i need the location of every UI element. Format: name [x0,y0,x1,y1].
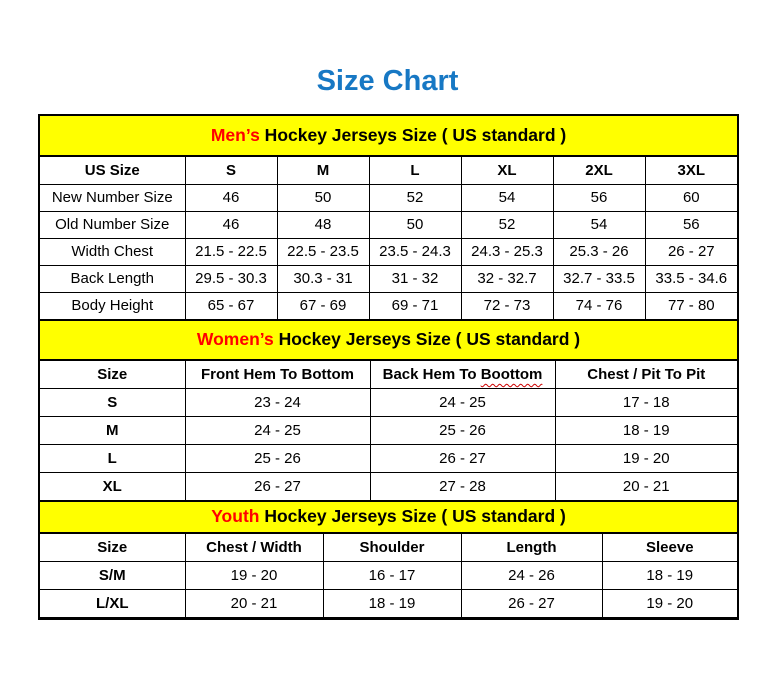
size-value: 52 [369,184,461,211]
size-value: 56 [645,211,738,238]
size-value: 60 [645,184,738,211]
size-value: 19 - 20 [185,561,323,589]
men-section-header [39,115,738,156]
size-value: 50 [369,211,461,238]
size-value: 72 - 73 [461,292,553,320]
size-value: 26 - 27 [645,238,738,265]
youth-section-title-rest: Hockey Jerseys Size ( US standard ) [259,506,566,527]
women-column-header: Chest / Pit To Pit [555,360,738,389]
size-value: 31 - 32 [369,265,461,292]
size-value: 32 - 32.7 [461,265,553,292]
youth-section-title-prefix: Youth [211,506,260,527]
men-table-row [39,292,738,320]
size-value: 33.5 - 34.6 [645,265,738,292]
size-value: 67 - 69 [277,292,369,320]
size-value: 18 - 19 [555,416,738,444]
women-table-row [39,444,738,472]
men-column-header: L [369,156,461,185]
size-value: 26 - 27 [185,472,370,501]
size-value: 18 - 19 [602,561,738,589]
men-column-header: US Size [39,156,185,185]
row-label: New Number Size [39,184,185,211]
women-table-row [39,472,738,501]
size-value: 46 [185,211,277,238]
size-value: 25.3 - 26 [553,238,645,265]
size-value: 50 [277,184,369,211]
size-value: 19 - 20 [602,589,738,618]
size-value: 65 - 67 [185,292,277,320]
size-value: 32.7 - 33.5 [553,265,645,292]
row-label: Body Height [39,292,185,320]
women-section-title-prefix: Women’s [196,329,274,350]
women-table-row [39,388,738,416]
row-label: M [39,416,185,444]
size-value: 77 - 80 [645,292,738,320]
size-value: 54 [461,184,553,211]
women-section-title-rest: Hockey Jerseys Size ( US standard ) [273,329,581,350]
size-value: 16 - 17 [323,561,461,589]
youth-column-header: Size [39,533,185,562]
women-column-header: Size [39,360,185,389]
row-label: Width Chest [39,238,185,265]
row-label: L [39,444,185,472]
size-value: 21.5 - 22.5 [185,238,277,265]
men-column-header: XL [461,156,553,185]
men-table-row [39,184,738,211]
size-value: 22.5 - 23.5 [277,238,369,265]
size-value: 69 - 71 [369,292,461,320]
men-section-header-row [39,115,738,156]
men-column-header: M [277,156,369,185]
size-value: 17 - 18 [555,388,738,416]
size-value: 26 - 27 [370,444,555,472]
row-label: S/M [39,561,185,589]
size-chart-sheet [38,0,737,620]
size-value: 27 - 28 [370,472,555,501]
women-section-header [39,320,738,360]
men-column-header-row [39,156,738,185]
youth-column-header: Chest / Width [185,533,323,562]
size-value: 29.5 - 30.3 [185,265,277,292]
youth-column-header: Sleeve [602,533,738,562]
women-table-row [39,416,738,444]
women-column-header-row [39,360,738,389]
men-section-title-prefix: Men’s [210,124,260,145]
youth-column-header: Shoulder [323,533,461,562]
size-value: 23.5 - 24.3 [369,238,461,265]
size-value: 74 - 76 [553,292,645,320]
youth-column-header-row [39,533,738,562]
youth-size-table [38,500,739,620]
size-value: 20 - 21 [185,589,323,618]
women-column-header-text: Back Hem To [382,365,481,383]
men-table-row [39,238,738,265]
youth-table-row [39,561,738,589]
size-value: 54 [553,211,645,238]
size-value: 25 - 26 [370,416,555,444]
size-value: 24 - 26 [461,561,602,589]
youth-column-header: Length [461,533,602,562]
youth-table-row [39,589,738,618]
women-section-header-row [39,320,738,360]
women-column-header [370,360,555,389]
size-value: 30.3 - 31 [277,265,369,292]
size-value: 24.3 - 25.3 [461,238,553,265]
row-label: XL [39,472,185,501]
size-value: 56 [553,184,645,211]
women-size-table [38,319,739,502]
size-value: 52 [461,211,553,238]
row-label: L/XL [39,589,185,618]
size-value: 46 [185,184,277,211]
row-label: S [39,388,185,416]
size-value: 25 - 26 [185,444,370,472]
women-column-header: Front Hem To Bottom [185,360,370,389]
men-table-row [39,211,738,238]
row-label: Old Number Size [39,211,185,238]
youth-section-header [39,501,738,533]
men-size-table [38,114,739,321]
size-value: 26 - 27 [461,589,602,618]
size-value: 18 - 19 [323,589,461,618]
size-value: 19 - 20 [555,444,738,472]
size-value: 24 - 25 [185,416,370,444]
size-value: 48 [277,211,369,238]
page-title: Size Chart [316,65,459,97]
women-column-header-misspelled-word: Boottom [480,365,543,383]
size-value: 23 - 24 [185,388,370,416]
men-column-header: S [185,156,277,185]
size-value: 20 - 21 [555,472,738,501]
men-column-header: 2XL [553,156,645,185]
row-label: Back Length [39,265,185,292]
men-table-row [39,265,738,292]
men-column-header: 3XL [645,156,738,185]
size-value: 24 - 25 [370,388,555,416]
men-section-title-rest: Hockey Jerseys Size ( US standard ) [259,124,567,145]
youth-section-header-row [39,501,738,533]
